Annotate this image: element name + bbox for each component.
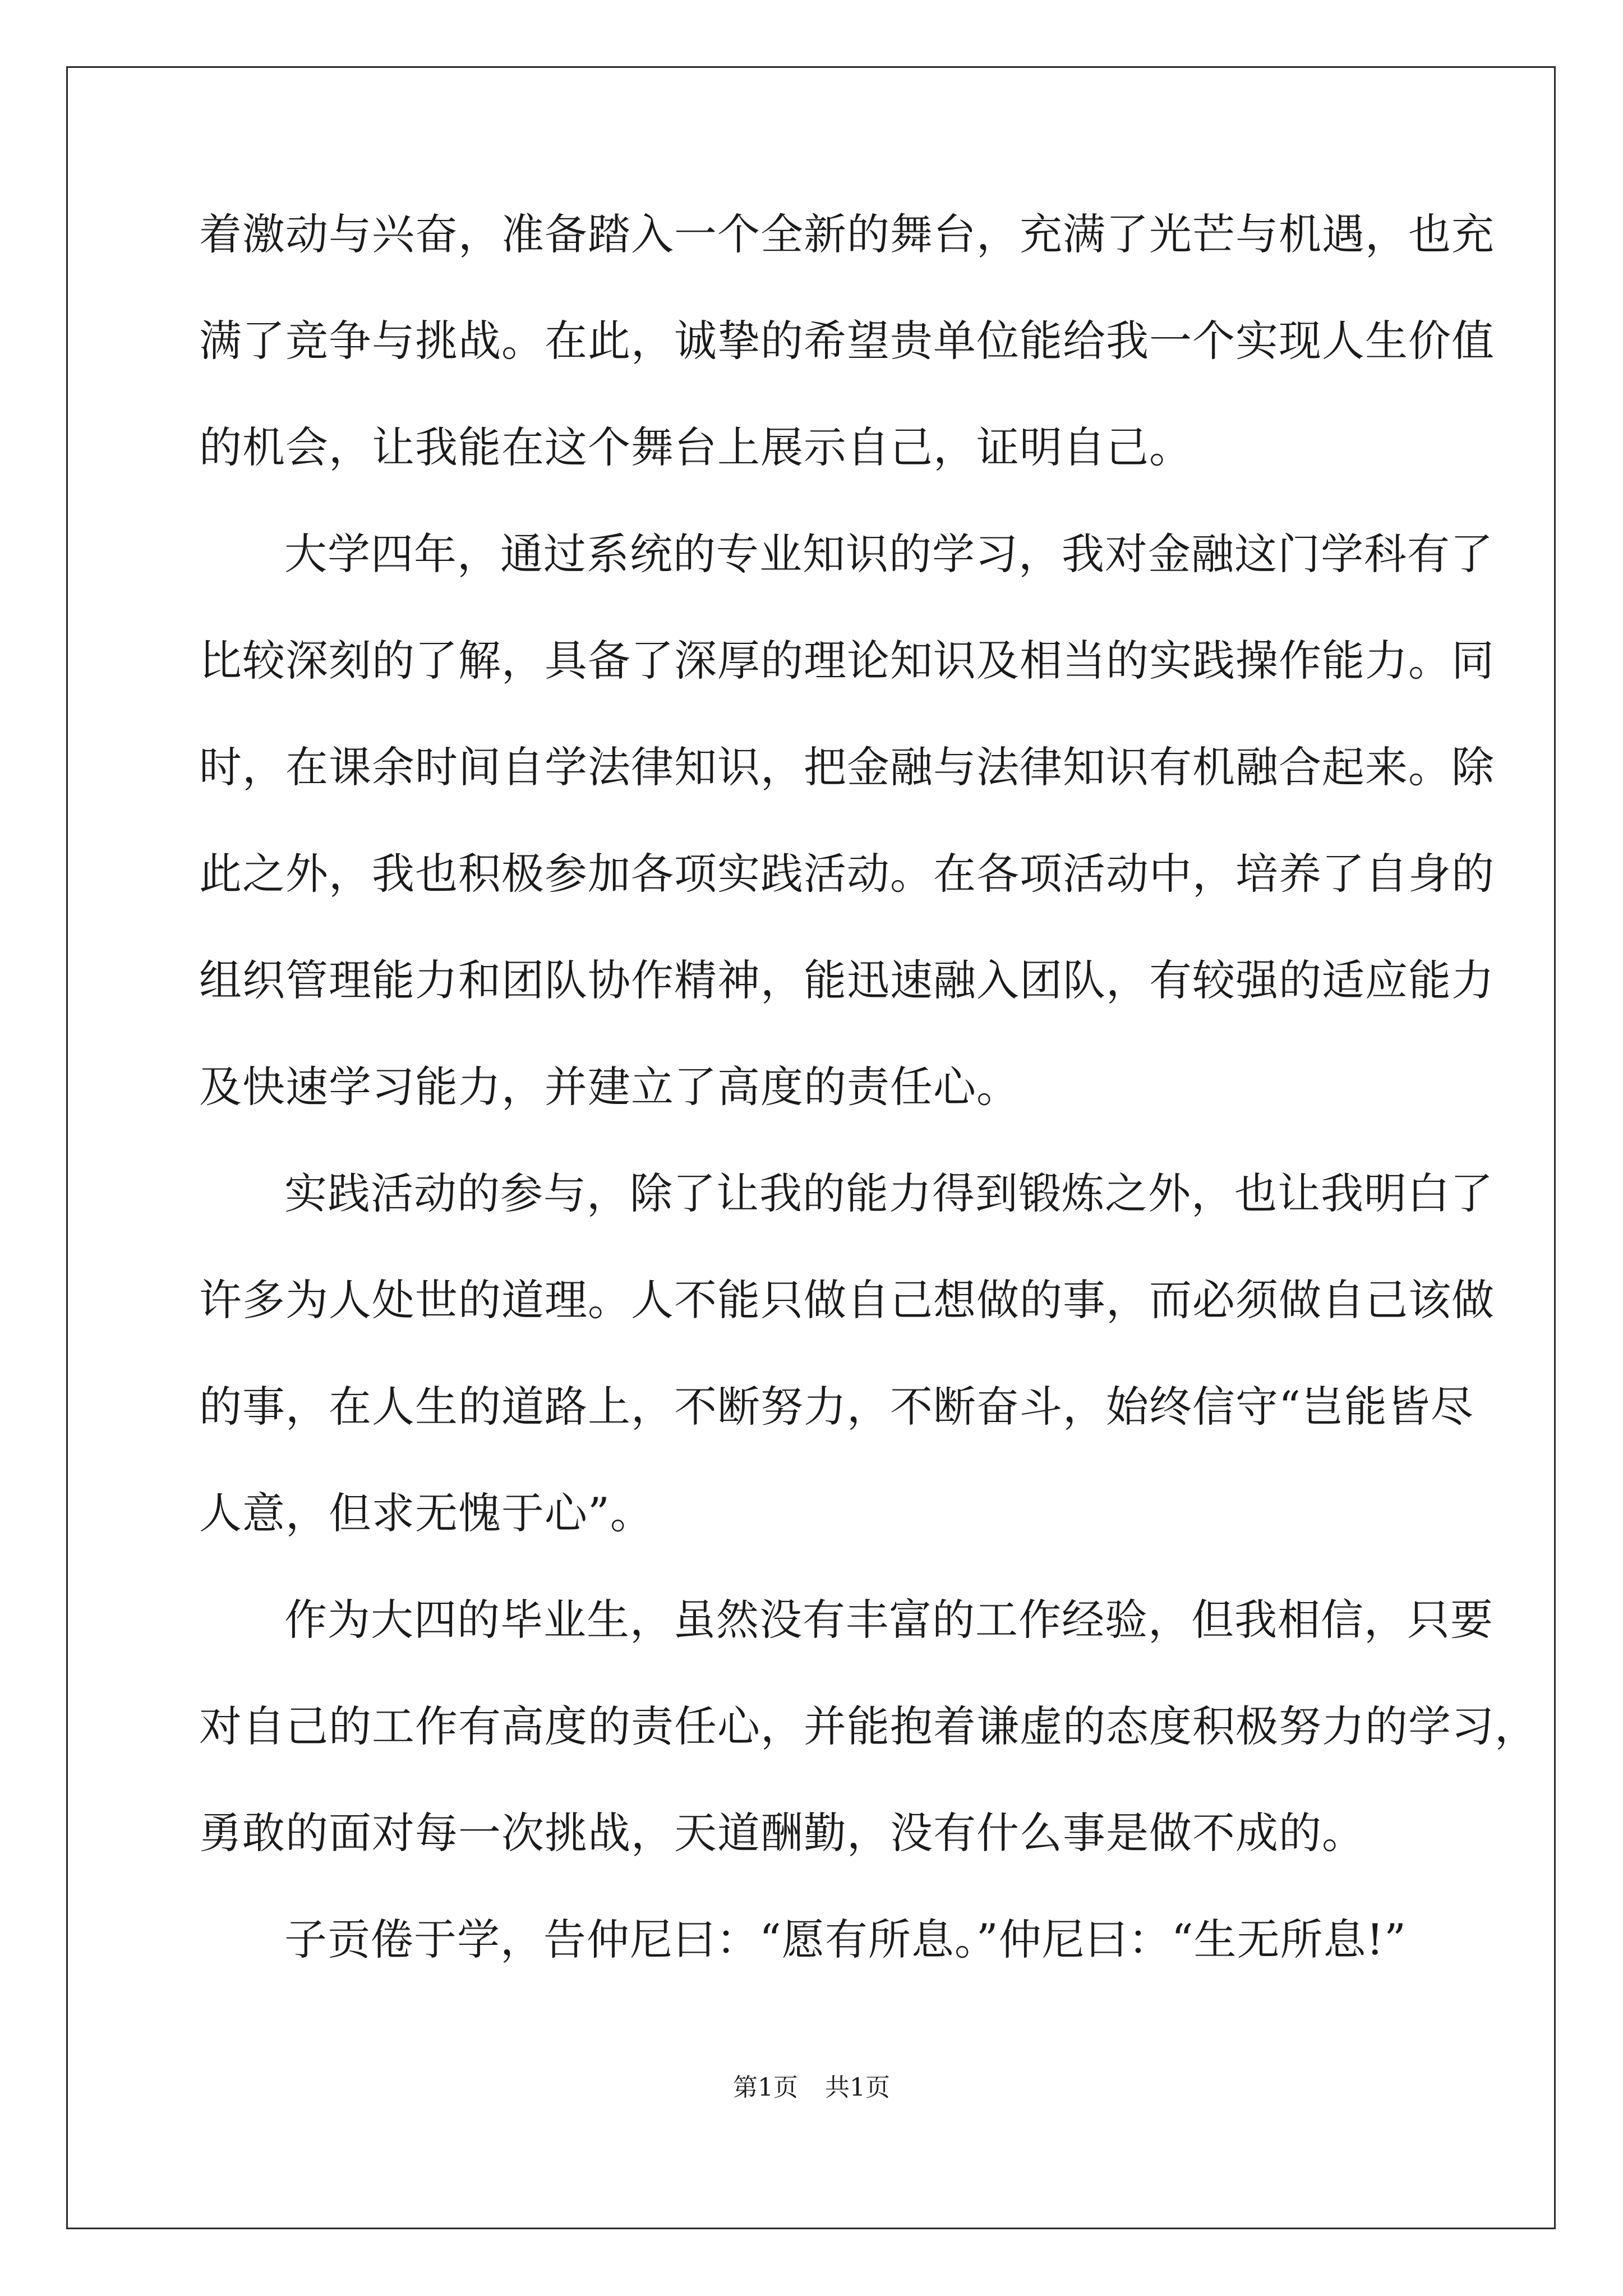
text-line: 比较深刻的了解，具备了深厚的理论知识及相当的实践操作能力。同 <box>199 636 1495 685</box>
text-line: 的事，在人生的道路上，不断努力，不断奋斗，始终信守“岂能皆尽 <box>199 1382 1474 1432</box>
text-line: 的机会，让我能在这个舞台上展示自己，证明自己。 <box>199 422 1192 472</box>
text-line: 许多为人处世的道理。人不能只做自己想做的事，而必须做自己该做 <box>199 1275 1495 1325</box>
text-line: 对自己的工作有高度的责任心，并能抱着谦虚的态度积极努力的学习， <box>199 1701 1538 1751</box>
text-line: 着激动与兴奋，准备踏入一个全新的舞台，充满了光芒与机遇，也充 <box>199 209 1495 259</box>
text-line: 及快速学习能力，并建立了高度的责任心。 <box>199 1062 1020 1112</box>
text-line: 大学四年，通过系统的专业知识的学习，我对金融这门学科有了 <box>284 529 1493 579</box>
text-line: 组织管理能力和团队协作精神，能迅速融入团队，有较强的适应能力 <box>199 955 1495 1005</box>
text-line: 人意，但求无愧于心”。 <box>199 1488 653 1538</box>
page-number-total: 共1页 <box>825 2073 890 2102</box>
document-body <box>199 209 1538 2025</box>
text-line: 实践活动的参与，除了让我的能力得到锻炼之外，也让我明白了 <box>284 1168 1493 1218</box>
text-line: 此之外，我也积极参加各项实践活动。在各项活动中，培养了自身的 <box>199 849 1495 899</box>
text-line: 作为大四的毕业生，虽然没有丰富的工作经验，但我相信，只要 <box>284 1595 1493 1645</box>
text-line: 满了竞争与挑战。在此，诚挚的希望贵单位能给我一个实现人生价值 <box>199 316 1495 366</box>
text-line: 勇敢的面对每一次挑战，天道酬勤，没有什么事是做不成的。 <box>199 1808 1365 1858</box>
page-footer <box>0 2073 1623 2102</box>
text-line: 子贡倦于学，告仲尼曰：“愿有所息。”仲尼曰：“生无所息!” <box>284 1915 1407 1964</box>
text-line: 时，在课余时间自学法律知识，把金融与法律知识有机融合起来。除 <box>199 742 1495 792</box>
page-number-current: 第1页 <box>733 2073 798 2102</box>
